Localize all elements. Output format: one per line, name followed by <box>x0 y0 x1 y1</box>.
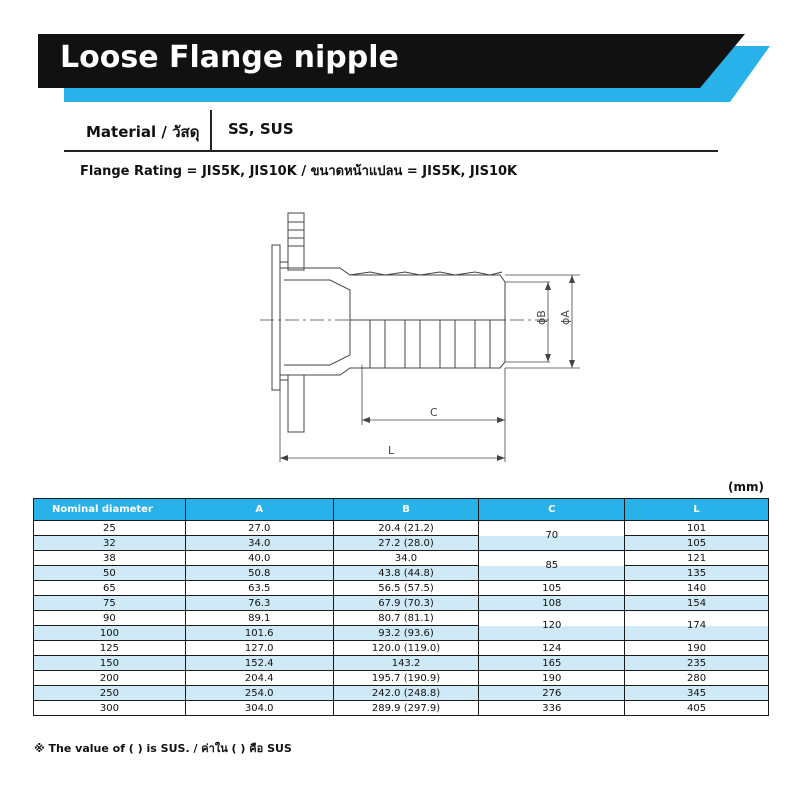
page-title: Loose Flange nipple <box>60 40 399 75</box>
flange-rating: Flange Rating = JIS5K, JIS10K / ขนาดหน้าแปลน = JIS5K, JIS10K <box>80 164 518 179</box>
technical-drawing <box>240 200 580 470</box>
cell-nominal: 200 <box>34 671 186 686</box>
cell-a: 34.0 <box>185 536 333 551</box>
cell-a: 76.3 <box>185 596 333 611</box>
cell-l: 101 <box>625 521 769 536</box>
table-row <box>34 581 769 596</box>
table-row <box>34 671 769 686</box>
cell-b: 56.5 (57.5) <box>333 581 479 596</box>
cell-b: 20.4 (21.2) <box>333 521 479 536</box>
col-header-l: L <box>625 499 769 521</box>
cell-a: 254.0 <box>185 686 333 701</box>
cell-nominal: 300 <box>34 701 186 716</box>
cell-b: 80.7 (81.1) <box>333 611 479 626</box>
cell-c-text: 70 <box>545 530 559 541</box>
cell-b: 27.2 (28.0) <box>333 536 479 551</box>
cell-b: 242.0 (248.8) <box>333 686 479 701</box>
material-value: SS, SUS <box>228 120 294 138</box>
col-header-b: B <box>333 499 479 521</box>
cell-b: 289.9 (297.9) <box>333 701 479 716</box>
table-row <box>34 656 769 671</box>
cell-b: 120.0 (119.0) <box>333 641 479 656</box>
material-divider <box>210 110 212 150</box>
table-row <box>34 566 769 581</box>
cell-a: 304.0 <box>185 701 333 716</box>
cell-a: 27.0 <box>185 521 333 536</box>
cell-b: 34.0 <box>333 551 479 566</box>
cell-a: 127.0 <box>185 641 333 656</box>
col-header-nominal: Nominal diameter <box>34 499 186 521</box>
cell-c: 124 <box>479 641 625 656</box>
cell-c <box>479 551 625 581</box>
cell-l: 121 <box>625 551 769 566</box>
title-banner <box>0 0 800 110</box>
cell-b: 43.8 (44.8) <box>333 566 479 581</box>
cell-a: 101.6 <box>185 626 333 641</box>
flange-bottom <box>288 375 304 432</box>
cell-nominal: 250 <box>34 686 186 701</box>
cell-a: 63.5 <box>185 581 333 596</box>
cell-c-text: 120 <box>542 620 562 631</box>
cell-nominal: 75 <box>34 596 186 611</box>
cell-c: 105 <box>479 581 625 596</box>
cell-l: 190 <box>625 641 769 656</box>
cell-c <box>479 611 625 641</box>
cell-c: 336 <box>479 701 625 716</box>
material-label: Material / วัสดุ <box>86 123 200 141</box>
cell-a: 40.0 <box>185 551 333 566</box>
cell-b: 195.7 (190.9) <box>333 671 479 686</box>
cell-l: 140 <box>625 581 769 596</box>
cell-a: 89.1 <box>185 611 333 626</box>
table-row <box>34 536 769 551</box>
cell-l <box>625 611 769 641</box>
cell-l: 405 <box>625 701 769 716</box>
cell-c <box>479 521 625 551</box>
table-header-row <box>34 499 769 521</box>
dim-phi-b: ϕB <box>535 310 548 325</box>
cell-c-text: 85 <box>545 560 559 571</box>
cell-nominal: 50 <box>34 566 186 581</box>
dim-c: C <box>430 406 438 419</box>
table-row <box>34 641 769 656</box>
cell-l: 235 <box>625 656 769 671</box>
cell-b: 67.9 (70.3) <box>333 596 479 611</box>
cell-a: 50.8 <box>185 566 333 581</box>
table-row <box>34 701 769 716</box>
cell-nominal: 65 <box>34 581 186 596</box>
cell-l: 154 <box>625 596 769 611</box>
cell-nominal: 150 <box>34 656 186 671</box>
cell-nominal: 90 <box>34 611 186 626</box>
cell-c: 108 <box>479 596 625 611</box>
cell-c: 165 <box>479 656 625 671</box>
cell-l: 345 <box>625 686 769 701</box>
cell-nominal: 32 <box>34 536 186 551</box>
col-header-c: C <box>479 499 625 521</box>
table-row <box>34 551 769 566</box>
table-row <box>34 521 769 536</box>
cell-nominal: 25 <box>34 521 186 536</box>
cell-l: 105 <box>625 536 769 551</box>
col-header-a: A <box>185 499 333 521</box>
cell-l-text: 174 <box>687 620 707 631</box>
table-row <box>34 596 769 611</box>
cell-l: 280 <box>625 671 769 686</box>
cell-a: 204.4 <box>185 671 333 686</box>
cell-nominal: 125 <box>34 641 186 656</box>
cell-b: 143.2 <box>333 656 479 671</box>
table-row <box>34 686 769 701</box>
spec-table <box>33 498 769 716</box>
material-row <box>64 114 718 152</box>
cell-nominal: 38 <box>34 551 186 566</box>
footnote: ※ The value of ( ) is SUS. / ค่าใน ( ) คือ SUS <box>34 742 292 755</box>
cell-nominal: 100 <box>34 626 186 641</box>
table-row <box>34 611 769 626</box>
cell-c: 190 <box>479 671 625 686</box>
cell-b: 93.2 (93.6) <box>333 626 479 641</box>
dim-l: L <box>388 444 395 457</box>
cell-l: 135 <box>625 566 769 581</box>
unit-label: (mm) <box>728 480 764 494</box>
cell-c: 276 <box>479 686 625 701</box>
cell-a: 152.4 <box>185 656 333 671</box>
dim-phi-a: ϕA <box>559 310 572 325</box>
